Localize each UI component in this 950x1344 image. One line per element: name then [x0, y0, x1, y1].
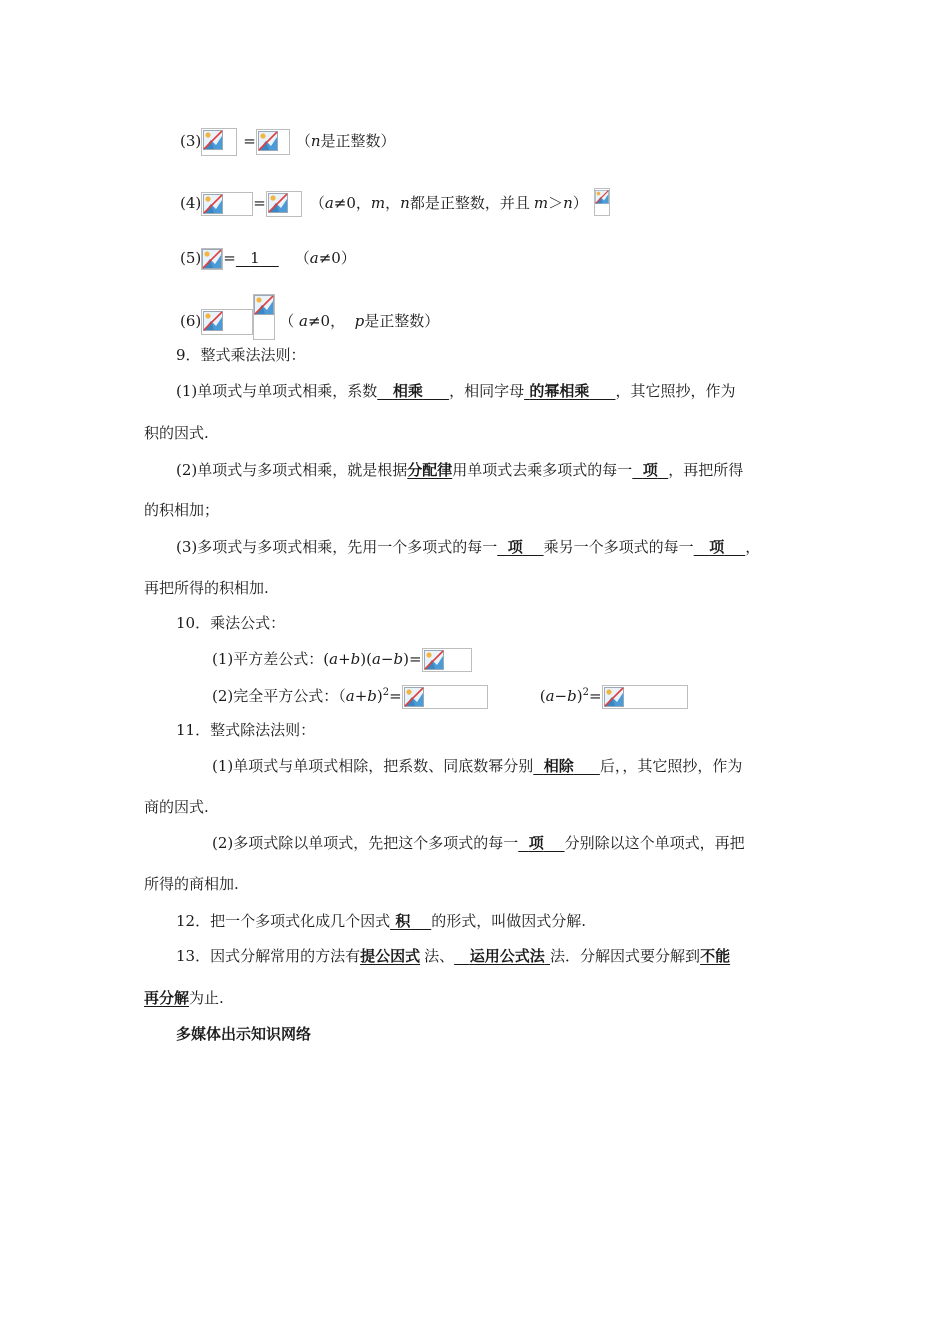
footer-heading: 多媒体出示知识网络 [176, 1025, 312, 1043]
broken-image-icon [594, 188, 610, 216]
formula-text: + [354, 687, 368, 705]
broken-image-icon [602, 685, 688, 709]
equals-sign: = [223, 249, 236, 267]
answer-blank [518, 834, 564, 852]
section-11-title: 11．整式除法法则： [176, 721, 316, 739]
answer-value: 相乘 [392, 382, 423, 400]
broken-image-icon [402, 685, 488, 709]
item-number: (4) [180, 194, 202, 212]
condition-text: ＞ [548, 194, 564, 212]
broken-image-icon [201, 248, 223, 270]
formula-text: ) [576, 687, 583, 705]
rule-text: 用单项式去乘多项式的每一 [452, 461, 633, 479]
rule-text: 12．把一个多项式化成几个因式 [176, 912, 391, 930]
rule-text: 的形式，叫做因式分解. [431, 912, 587, 930]
answer-value: 项 [642, 461, 658, 479]
broken-image-icon [201, 128, 237, 156]
condition-open: （ [295, 132, 311, 150]
condition-text: ≠0， [307, 312, 355, 330]
rule-11-2-cont: 所得的商相加. [144, 875, 239, 893]
formula-variable: b [367, 687, 377, 705]
formula-text: (1)平方差公式：( [212, 650, 330, 668]
section-9-title: 9．整式乘法法则： [176, 346, 306, 364]
item-6 [180, 294, 439, 340]
answer-blank [377, 382, 449, 400]
rule-text: (2)多项式除以单项式，先把这个多项式的每一 [212, 834, 519, 852]
condition-variable: a [299, 312, 308, 330]
formula-text: − [554, 687, 568, 705]
equals-sign: = [588, 687, 602, 705]
item-4 [180, 188, 610, 217]
formula-text: + [338, 650, 351, 668]
rule-text: ，相同字母 [449, 382, 525, 400]
answer-value: 项 [528, 834, 544, 852]
section-10-title: 10．乘法公式： [176, 614, 286, 632]
answer-value: 积 [395, 912, 411, 930]
answer-blank [497, 538, 543, 556]
rule-text: 乘另一个多项式的每一 [543, 538, 694, 556]
formula-variable: a [329, 650, 339, 668]
broken-image-icon [422, 648, 472, 672]
condition-open: （ [279, 312, 300, 330]
equals-sign: = [389, 687, 402, 705]
formula-variable: a [371, 650, 381, 668]
condition-text: 是正整数） [364, 312, 440, 330]
broken-image-icon [253, 294, 275, 340]
condition-variable: m [370, 194, 386, 212]
condition-variable: m [533, 194, 549, 212]
section-13 [176, 946, 730, 966]
answer-blank [632, 461, 668, 479]
item-3 [180, 128, 396, 156]
condition-variable: n [563, 194, 573, 212]
section-13-cont [144, 988, 224, 1008]
answer-value: 相除 [543, 757, 574, 775]
condition-variable: n [400, 194, 410, 212]
condition-text: ≠0） [318, 249, 356, 267]
broken-image-icon [201, 192, 253, 216]
broken-image-icon [266, 191, 302, 217]
answer-blank: 提公因式 [360, 947, 421, 965]
broken-image-icon [201, 309, 253, 335]
formula-variable: b [393, 650, 404, 668]
rule-9-2-cont: 的积相加； [144, 501, 220, 519]
item-number: (3) [180, 132, 202, 150]
rule-11-2 [212, 833, 745, 853]
formula-text: )= [403, 650, 422, 668]
condition-variable: a [309, 249, 319, 267]
condition-text: ≠0， [333, 194, 371, 212]
item-number: (5) [180, 249, 202, 267]
answer-blank [533, 757, 600, 775]
rule-text: 法．分解因式要分解到 [550, 947, 701, 965]
answer-blank [524, 382, 615, 400]
rule-text: 为止. [189, 989, 224, 1007]
formula-text: (2)完全平方公式：（ [212, 687, 346, 705]
condition-close: ） [572, 194, 588, 212]
formula-text: ) [376, 687, 383, 705]
rule-9-3-cont: 再把所得的积相加. [144, 579, 269, 597]
rule-text: (1)单项式与单项式相除，把系数、同底数幂分别 [212, 757, 534, 775]
equals-sign: = [253, 194, 266, 212]
answer-blank: 不能 [700, 947, 731, 965]
answer-value: 项 [709, 538, 725, 556]
rule-text: 分别除以这个单项式，再把 [564, 834, 745, 852]
exponent: 2 [382, 687, 390, 698]
formula-variable: a [545, 687, 555, 705]
answer-blank [390, 912, 431, 930]
answer-blank: 分配律 [407, 461, 453, 479]
condition-variable: p [354, 312, 365, 330]
answer-value: 项 [507, 538, 523, 556]
condition-text: 是正整数） [320, 132, 396, 150]
answer-blank [236, 249, 279, 267]
condition-variable: a [324, 194, 334, 212]
answer-blank: 再分解 [144, 989, 190, 1007]
formula-variable: a [345, 687, 355, 705]
formula-variable: b [350, 650, 361, 668]
answer-blank [694, 538, 746, 556]
rule-11-1-cont: 商的因式. [144, 798, 209, 816]
condition-text: ， [385, 194, 401, 212]
formula-text: )( [360, 650, 372, 668]
exponent: 2 [582, 687, 589, 698]
formula-difference-of-squares [212, 648, 472, 672]
rule-text: ， [745, 538, 761, 556]
rule-text: 法、 [424, 947, 455, 965]
formula-variable: b [567, 687, 577, 705]
equals-sign: = [243, 132, 256, 150]
formula-perfect-square [212, 683, 688, 709]
answer-value: 1 [250, 249, 260, 267]
rule-text: (3)多项式与多项式相乘，先用一个多项式的每一 [176, 538, 498, 556]
item-5 [180, 248, 356, 270]
rule-text: ，再把所得 [668, 461, 744, 479]
answer-value: 的幂相乘 [529, 382, 590, 400]
formula-text: − [380, 650, 394, 668]
answer-value: 运用公式法 [469, 947, 545, 965]
condition-open: （ [309, 194, 325, 212]
rule-9-2 [176, 460, 743, 480]
rule-9-3 [176, 537, 760, 557]
rule-text: 后，，其它照抄，作为 [599, 757, 743, 775]
answer-blank [454, 947, 550, 965]
rule-9-1 [176, 381, 735, 401]
formula-text: ( [539, 687, 546, 705]
rule-text: (2)单项式与多项式相乘，就是根据 [176, 461, 408, 479]
section-12 [176, 911, 586, 931]
condition-open: （ [294, 249, 310, 267]
broken-image-icon [256, 129, 290, 155]
item-number: (6) [180, 312, 202, 330]
rule-text: ，其它照抄，作为 [615, 382, 736, 400]
condition-variable: n [310, 132, 321, 150]
rule-11-1 [212, 756, 742, 776]
condition-text: 都是正整数，并且 [409, 194, 530, 212]
rule-text: (1)单项式与单项式相乘，系数 [176, 382, 378, 400]
rule-9-1-cont: 积的因式. [144, 424, 209, 442]
rule-text: 13．因式分解常用的方法有 [176, 947, 361, 965]
